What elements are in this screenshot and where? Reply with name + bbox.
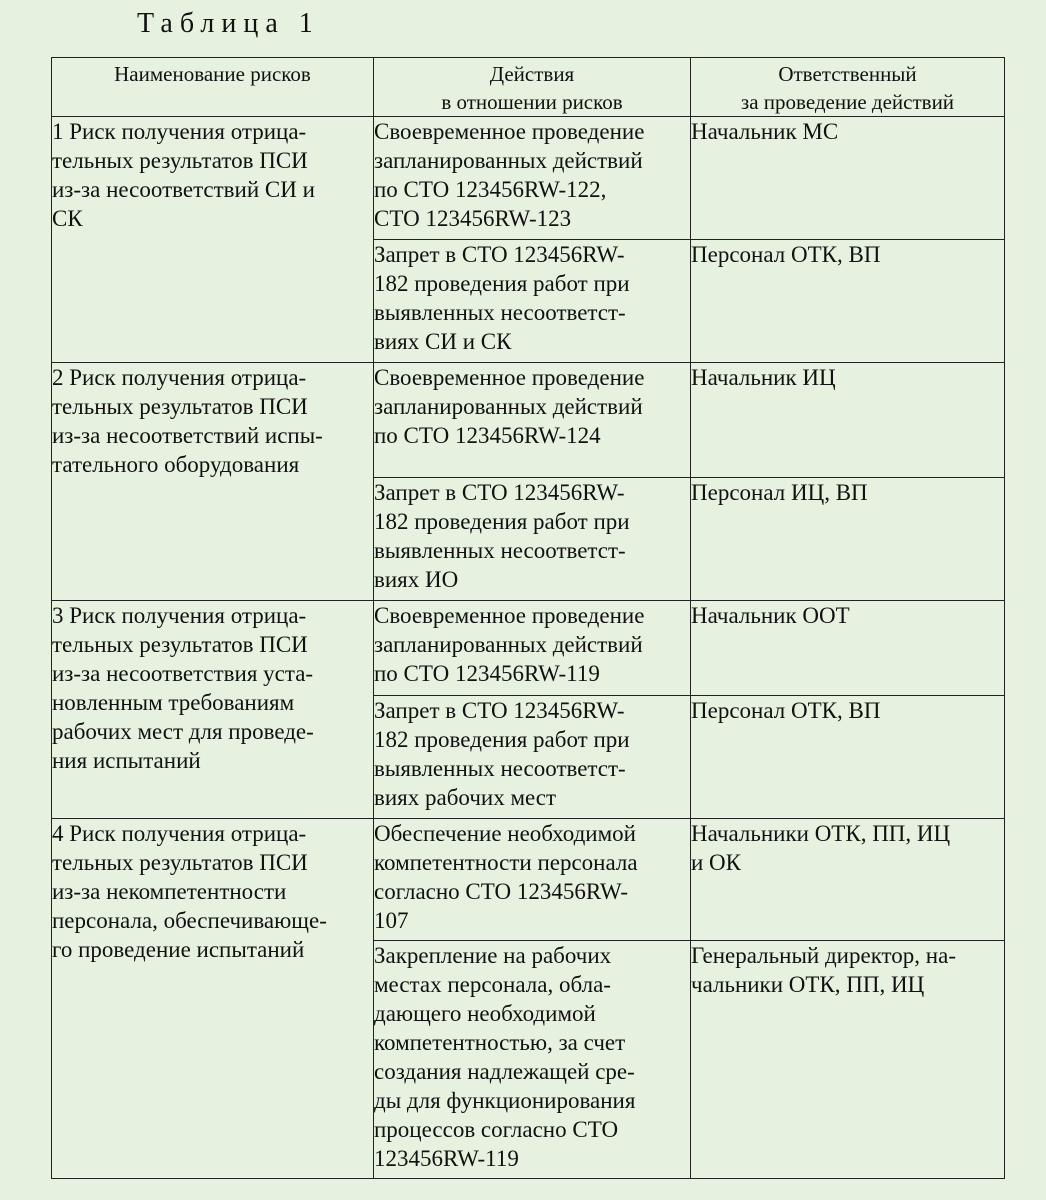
- responsible-cell: Персонал ИЦ, ВП: [691, 478, 1005, 601]
- table-row: [52, 601, 1005, 696]
- risk-name-cell: 3 Риск получения отрица- тельных результатов ПСИ из-за несоответствия уста- новленным требованиям рабочих мест для проведе- ния испытаний: [52, 601, 374, 819]
- action-cell: Обеспечение необходимой компетентности персонала согласно СТО 123456RW- 107: [374, 819, 691, 941]
- header-risk-name-text: Наименование рисков: [114, 62, 311, 86]
- table-caption: Таблица 1: [137, 8, 320, 39]
- header-responsible-text: Ответственный за проведение действий: [740, 62, 955, 114]
- responsible-cell: Начальник ООТ: [691, 601, 1005, 696]
- header-actions: [374, 58, 691, 117]
- responsible-cell: Начальник МС: [691, 117, 1005, 240]
- action-cell: Своевременное проведение запланированных действий по СТО 123456RW-124: [374, 363, 691, 478]
- header-risk-name: [52, 58, 374, 117]
- action-cell: Своевременное проведение запланированных действий по СТО 123456RW-119: [374, 601, 691, 696]
- responsible-cell: Начальник ИЦ: [691, 363, 1005, 478]
- action-cell: Запрет в СТО 123456RW- 182 проведения работ при выявленных несоответст- виях СИ и СК: [374, 240, 691, 363]
- table-header-row: [52, 58, 1005, 117]
- table-row: [52, 819, 1005, 941]
- risk-name-cell: 2 Риск получения отрица- тельных результатов ПСИ из-за несоответствий испы- тательного оборудования: [52, 363, 374, 601]
- action-cell: Запрет в СТО 123456RW- 182 проведения работ при выявленных несоответст- виях ИО: [374, 478, 691, 601]
- responsible-cell: Персонал ОТК, ВП: [691, 696, 1005, 819]
- header-actions-text: Действия в отношении рисков: [441, 62, 623, 114]
- risk-name-cell: 1 Риск получения отрица- тельных результатов ПСИ из-за несоответствий СИ и СК: [52, 117, 374, 363]
- table-row: [52, 117, 1005, 240]
- responsible-cell: Персонал ОТК, ВП: [691, 240, 1005, 363]
- responsible-cell: Генеральный директор, на- чальники ОТК, ПП, ИЦ: [691, 941, 1005, 1179]
- header-responsible: [691, 58, 1005, 117]
- action-cell: Своевременное проведение запланированных действий по СТО 123456RW-122, СТО 123456RW-123: [374, 117, 691, 240]
- risk-name-cell: 4 Риск получения отрица- тельных результатов ПСИ из-за некомпетентности персонала, обеспечивающе- го проведение испытаний: [52, 819, 374, 1179]
- responsible-cell: Начальники ОТК, ПП, ИЦ и ОК: [691, 819, 1005, 941]
- table-row: [52, 363, 1005, 478]
- action-cell: Запрет в СТО 123456RW- 182 проведения работ при выявленных несоответст- виях рабочих мест: [374, 696, 691, 819]
- risk-table: [51, 57, 1005, 1179]
- action-cell: Закрепление на рабочих местах персонала, обла- дающего необходимой компетентностью, за счет создания надлежащей сре- ды для функционирования процессов согласно СТО 123456RW-119: [374, 941, 691, 1179]
